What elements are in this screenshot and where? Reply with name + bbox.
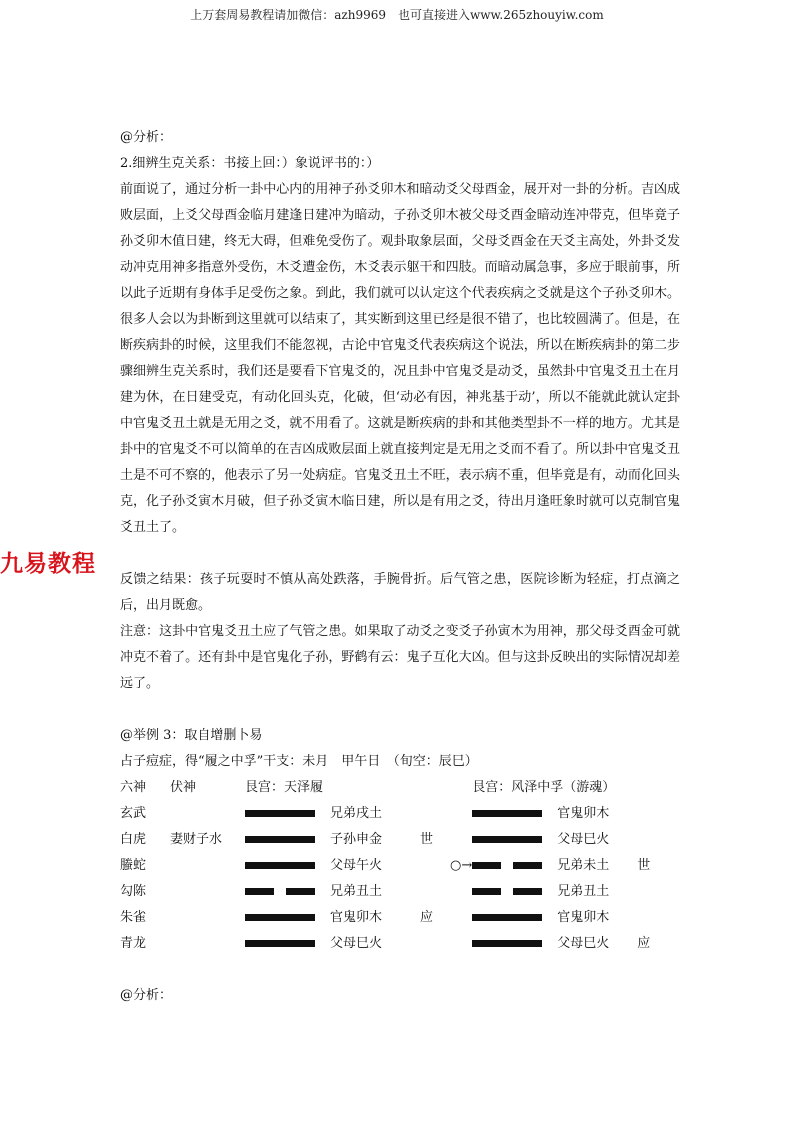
col-header-fushen: 伏神 [170,780,197,795]
moving-line-mark: ○→ [450,858,473,873]
moving-line-mark [450,827,472,853]
yang-line [245,810,315,817]
fushen-label [170,905,245,931]
changed-line [472,905,557,931]
changed-shi-ying-mark [637,879,667,905]
fushen-label [170,853,245,879]
changed-shi-ying-mark [637,801,667,827]
changed-line [472,879,557,905]
document-body [120,125,680,1009]
original-shi-ying-mark [420,801,450,827]
changed-line-label: 兄弟未土 [557,858,610,873]
original-line-label: 兄弟丑土 [330,884,383,899]
changed-shi-ying-mark: 世 [637,858,651,873]
fushen-label [170,931,245,957]
yang-line [472,836,542,843]
example-heading: @举例 3：取自增删卜易 [120,728,263,743]
original-line-label: 父母巳火 [330,936,383,951]
hexagram-row [120,879,667,905]
yang-line [245,914,315,921]
hexagram-row [120,905,667,931]
changed-line [472,801,557,827]
hexagram-row [120,801,667,827]
yang-line [472,914,542,921]
six-god-label: 螣蛇 [120,858,147,873]
yang-line [472,940,542,947]
changed-line [472,853,557,879]
paragraph-feedback: 反馈之结果：孩子玩耍时不慎从高处跌落，手腕骨折。后气管之患，医院诊断为轻症，打点滴之后，出月既愈。 [120,572,680,613]
original-line [245,879,330,905]
section-subheading: 2.细辨生克关系：书接上回：）象说评书的：） [120,156,380,171]
hexagram-table [120,775,667,957]
changed-shi-ying-mark: 应 [637,936,651,951]
moving-line-mark [450,879,472,905]
original-line [245,905,330,931]
yin-line [245,888,315,895]
paragraph-note: 注意：这卦中官鬼爻丑土应了气管之患。如果取了动爻之变爻子孙寅木为用神，那父母爻酉金可就冲克不着了。还有卦中是官鬼化子孙，野鹤有云：鬼子互化大凶。但与这卦反映出的实际情况却差远了。 [120,624,680,691]
col-header-changed-gua: 艮宫：风泽中孚（游魂） [472,780,616,795]
changed-line-label: 父母巳火 [557,936,610,951]
six-god-label: 朱雀 [120,910,147,925]
original-line-label: 子孙申金 [330,832,383,847]
original-line-label: 父母午火 [330,858,383,873]
fushen-label: 妻财子水 [170,832,223,847]
hexagram-header-row [120,775,667,801]
original-shi-ying-mark [420,853,450,879]
yang-line [245,940,315,947]
page-header-banner: 上万套周易教程请加微信：azh9969 也可直接进入www.265zhouyiw.com [190,8,604,22]
hexagram-row [120,853,667,879]
original-line [245,827,330,853]
changed-line [472,827,557,853]
changed-shi-ying-mark [637,827,667,853]
col-header-six-gods: 六神 [120,780,147,795]
original-shi-ying-mark: 应 [420,910,434,925]
fushen-label [170,879,245,905]
six-god-label: 青龙 [120,936,147,951]
original-shi-ying-mark [420,931,450,957]
original-line-label: 兄弟戌土 [330,806,383,821]
changed-line-label: 官鬼卯木 [557,806,610,821]
changed-line-label: 父母巳火 [557,832,610,847]
yang-line [472,810,542,817]
six-god-label: 玄武 [120,806,147,821]
yang-line [245,862,315,869]
changed-shi-ying-mark [637,905,667,931]
original-shi-ying-mark [420,879,450,905]
watermark-logo: 九易教程 [0,551,96,577]
yin-line [472,862,542,869]
hexagram-row [120,931,667,957]
six-god-label: 白虎 [120,832,147,847]
hexagram-row [120,827,667,853]
analysis-heading: @分析： [120,130,173,145]
changed-line-label: 兄弟丑土 [557,884,610,899]
six-god-label: 勾陈 [120,884,147,899]
original-line-label: 官鬼卯木 [330,910,383,925]
col-header-original-gua: 艮宫：天泽履 [245,780,324,795]
fushen-label [170,801,245,827]
paragraph-analysis: 前面说了，通过分析一卦中心内的用神子孙爻卯木和暗动爻父母酉金，展开对一卦的分析。吉凶成败层面，上爻父母酉金临月建逢日建冲为暗动，子孙爻卯木被父母爻酉金暗动连冲带克，但毕竟子孙爻卯木值日建，终无大碍，但难免受伤了。观卦取象层面，父母爻酉金在天爻主高处，外卦爻发动冲克用神多指意外受伤，木爻遭金伤，木爻表示躯干和四肢。而暗动属急事，多应于眼前事，所以此子近期有身体手足受伤之象。到此，我们就可以认定这个代表疾病之爻就是这个子孙爻卯木。很多人会以为卦断到这里就可以结束了，其实断到这里已经是很不错了，也比较圆满了。但是，在断疾病卦的时候，这里我们不能忽视，古论中官鬼爻代表疾病这个说法，所以在断疾病卦的第二步骤细辨生克关系时，我们还是要看下官鬼爻的，况且卦中官鬼爻是动爻，虽然卦中官鬼爻丑土在月建为休，在日建受克，有动化回头克，化破，但‘动必有因，神兆基于动’，所以不能就此就认定卦中官鬼爻丑土就是无用之爻，就不用看了。这就是断疾病的卦和其他类型卦不一样的地方。尤其是卦中的官鬼爻不可以简单的在吉凶成败层面上就直接判定是无用之爻而不看了。所以卦中官鬼爻丑土是不可不察的，他表示了另一处病症。官鬼爻丑土不旺，表示病不重，但毕竟是有，动而化回头克，化子孙爻寅木月破，但子孙爻寅木临日建，所以是有用之爻，待出月逢旺象时就可以克制官鬼爻丑土了。 [120,182,680,535]
original-line [245,931,330,957]
moving-line-mark [450,905,472,931]
changed-line [472,931,557,957]
example-question: 占子痘症，得“履之中孚”干支：未月 甲午日 （旬空：辰巳） [120,754,478,769]
original-line [245,801,330,827]
moving-line-mark [450,801,472,827]
original-line [245,853,330,879]
original-shi-ying-mark: 世 [420,832,434,847]
yang-line [245,836,315,843]
changed-line-label: 官鬼卯木 [557,910,610,925]
yin-line [472,888,542,895]
moving-line-mark [450,931,472,957]
analysis-heading-2: @分析： [120,988,173,1003]
